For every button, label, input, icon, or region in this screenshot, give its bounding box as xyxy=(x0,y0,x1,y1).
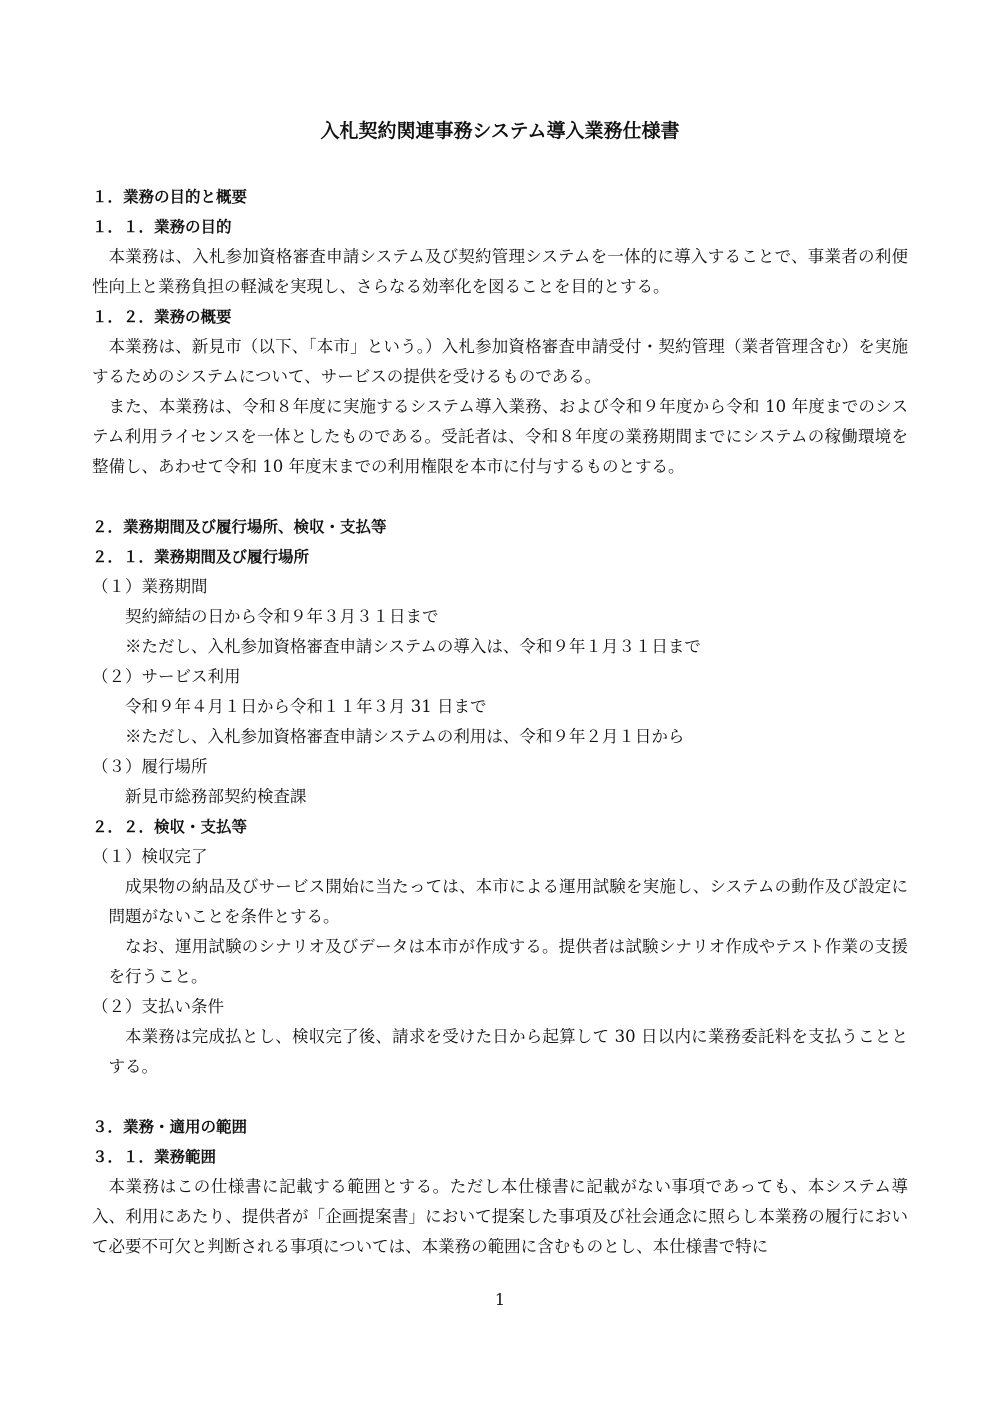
item-label-location: （３）履行場所 xyxy=(92,757,208,776)
service-line-1: 令和９年４月１日から令和１１年３月 31 日まで xyxy=(125,697,487,716)
section-heading-1: １．業務の目的と概要 xyxy=(92,188,248,206)
subsection-heading-3-1: ３．１．業務範囲 xyxy=(92,1148,217,1166)
inspection-paragraph-2: なお、運用試験のシナリオ及びデータは本市が作成する。提供者は試験シナリオ作成やテスト作業の支援を行うこと。 xyxy=(108,937,908,986)
paragraph-scope: 本業務はこの仕様書に記載する範囲とする。ただし本仕様書に記載がない事項であっても、本システム導入、利用にあたり、提供者が「企画提案書」において提案した事項及び社会通念に照らし本業務の履行において必要不可欠と判断される事項については、本業務の範囲に含むものとし、本仕様書で特に xyxy=(92,1177,908,1256)
section-heading-3: ３．業務・適用の範囲 xyxy=(92,1118,248,1136)
service-line-2: ※ただし、入札参加資格審査申請システムの利用は、令和９年２月１日から xyxy=(125,727,685,746)
inspection-paragraph-1: 成果物の納品及びサービス開始に当たっては、本市による運用試験を実施し、システムの動作及び設定に問題がないことを条件とする。 xyxy=(108,877,908,926)
section-gap xyxy=(92,482,908,512)
document-body xyxy=(92,182,908,1262)
section-heading-2: ２．業務期間及び履行場所、検収・支払等 xyxy=(92,518,387,536)
item-label-period: （１）業務期間 xyxy=(92,577,208,596)
paragraph-overview-2: また、本業務は、令和８年度に実施するシステム導入業務、および令和９年度から令和 10 年度までのシステム利用ライセンスを一体としたものである。受託者は、令和８年度の業務期間までにシステムの稼働環境を整備し、あわせて令和 10 年度末までの利用権限を本市に付与するものとする。 xyxy=(92,397,908,476)
item-label-service: （２）サービス利用 xyxy=(92,667,241,686)
item-label-payment: （２）支払い条件 xyxy=(92,997,224,1016)
item-label-inspection: （１）検収完了 xyxy=(92,847,208,866)
document-title: 入札契約関連事務システム導入業務仕様書 xyxy=(320,120,680,142)
section-gap xyxy=(92,1082,908,1112)
paragraph-purpose: 本業務は、入札参加資格審査申請システム及び契約管理システムを一体的に導入することで、事業者の利便性向上と業務負担の軽減を実現し、さらなる効率化を図ることを目的とする。 xyxy=(92,247,908,296)
subsection-heading-2-2: ２．２．検収・支払等 xyxy=(92,818,248,836)
period-line-1: 契約締結の日から令和９年３月３１日まで xyxy=(125,607,439,626)
period-line-2: ※ただし、入札参加資格審査申請システムの導入は、令和９年１月３１日まで xyxy=(125,637,701,656)
subsection-heading-1-1: １．１．業務の目的 xyxy=(92,218,232,236)
payment-paragraph: 本業務は完成払とし、検収完了後、請求を受けた日から起算して 30 日以内に業務委託料を支払うこととする。 xyxy=(108,1027,908,1076)
location-line-1: 新見市総務部契約検査課 xyxy=(125,787,307,806)
page-number: 1 xyxy=(494,1290,506,1309)
paragraph-overview-1: 本業務は、新見市（以下、「本市」という。）入札参加資格審査申請受付・契約管理（業者管理含む）を実施するためのシステムについて、サービスの提供を受けるものである。 xyxy=(92,337,908,386)
subsection-heading-2-1: ２．１．業務期間及び履行場所 xyxy=(92,548,310,566)
subsection-heading-1-2: １．２．業務の概要 xyxy=(92,308,232,326)
